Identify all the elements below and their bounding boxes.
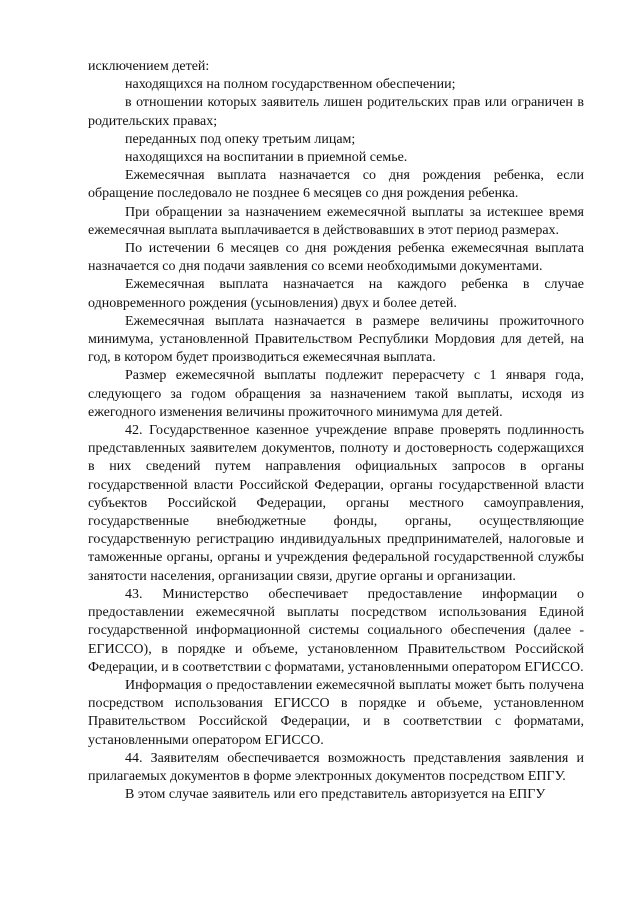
paragraph: Ежемесячная выплата назначается в размере величины прожиточного минимума, установленной Правительством Республики Мордовия для детей, на год, в котором будет производиться ежемесячная выплата. [88,313,584,366]
paragraph-continuation: исключением детей: [88,59,210,74]
clause-44: 44. Заявителям обеспечивается возможность представления заявления и прилагаемых документов в форме электронных документов посредством ЕПГУ. [88,750,584,784]
list-item: находящихся на воспитании в приемной семье. [125,150,408,166]
paragraph: При обращении за назначением ежемесячной выплаты за истекшее время ежемесячная выплата выплачивается в действовавших в этот период размерах. [88,204,584,238]
list-item: переданных под опеку третьим лицам; [125,131,356,147]
list-item: в отношении которых заявитель лишен родительских прав или ограничен в родительских правах; [88,95,584,129]
clause-43: 43. Министерство обеспечивает предоставление информации о предоставлении ежемесячной выплаты посредством использования Единой государственной информационной системы социального обеспечения (далее - ЕГИССО), в порядке и объеме, установленном Правительством Российской Федерации, и в соответствии с форматами, установленными оператором ЕГИССО. [88,586,584,675]
paragraph: По истечении 6 месяцев со дня рождения ребенка ежемесячная выплата назначается со дня подачи заявления со всеми необходимыми документами. [88,241,584,275]
paragraph: Размер ежемесячной выплаты подлежит перерасчету с 1 января года, следующего за годом обращения за назначением такой выплаты, исходя из ежегодного изменения величины прожиточного минимума для детей. [88,368,584,420]
clause-42: 42. Государственное казенное учреждение вправе проверять подлинность представленных заявителем документов, полноту и достоверность содержащихся в них сведений путем направления официальных запросов в органы государственной власти Российской Федерации, органы государственной власти субъектов Российской Федерации, органы местного самоуправления, государственные внебюджетные фонды, органы, осуществляющие государственную регистрацию индивидуальных предпринимателей, налоговые и таможенные органы, органы и учреждения федеральной государственной службы занятости населения, организации связи, другие органы и организации. [88,423,584,584]
paragraph: Ежемесячная выплата назначается со дня рождения ребенка, если обращение последовало не позднее 6 месяцев со дня рождения ребенка. [88,168,584,202]
document-page [88,58,584,804]
paragraph-cutoff: В этом случае заявитель или его представитель авторизуется на ЕПГУ [125,787,546,803]
paragraph: Информация о предоставлении ежемесячной выплаты может быть получена посредством использования ЕГИССО в порядке и объеме, установленном Правительством Российской Федерации, и в соответствии с форматами, установленными оператором ЕГИССО. [88,677,584,748]
list-item: находящихся на полном государственном обеспечении; [125,77,456,93]
paragraph: Ежемесячная выплата назначается на каждого ребенка в случае одновременного рождения (усыновления) двух и более детей. [88,277,584,311]
